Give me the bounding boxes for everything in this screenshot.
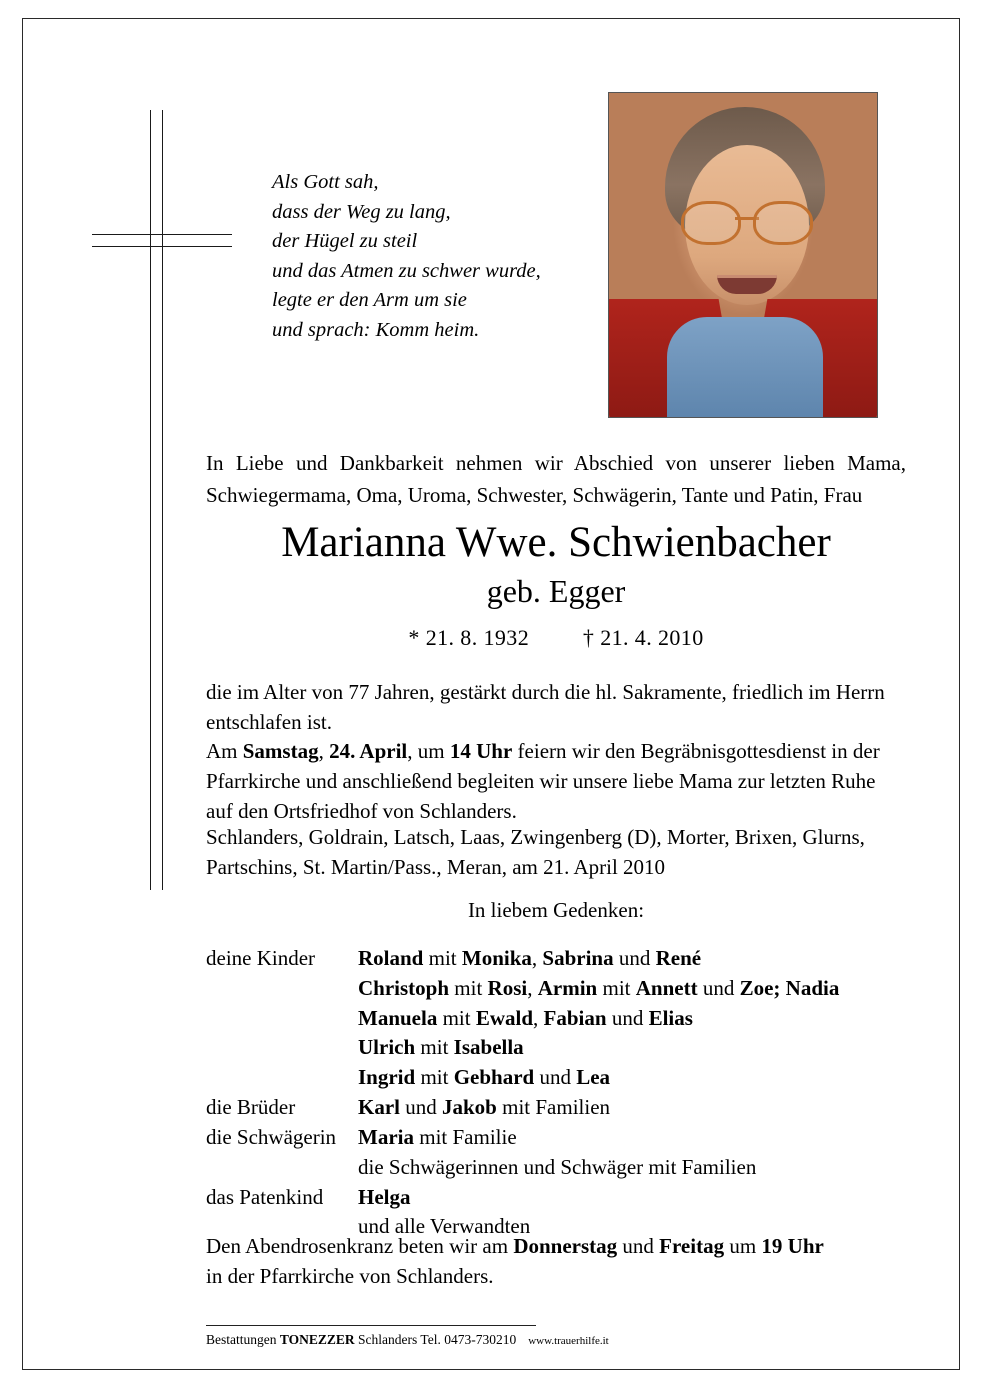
funeral-time: 14 Uhr <box>449 739 513 763</box>
family-names: Ingrid mit Gebhard und Lea <box>358 1065 611 1090</box>
family-names: Manuela mit Ewald, Fabian und Elias <box>358 1005 693 1030</box>
funeral-day: Samstag <box>242 739 319 763</box>
poem-line: dass der Weg zu lang, <box>272 200 451 223</box>
footer-divider <box>206 1325 536 1326</box>
funeral-paragraph <box>206 737 906 826</box>
shirt-shape <box>667 317 823 417</box>
funeral-pre: Am <box>206 739 243 763</box>
rosary-sep: und <box>617 1234 660 1258</box>
family-names: Ulrich mit Isabella <box>358 1035 524 1060</box>
funeral-sep2: , um <box>407 739 450 763</box>
family-row <box>206 1153 946 1183</box>
family-row <box>206 944 946 974</box>
footer-contact: Schlanders Tel. 0473-730210 <box>354 1332 517 1347</box>
death-date: † 21. 4. 2010 <box>582 625 704 650</box>
footer-prefix: Bestattungen <box>206 1332 280 1347</box>
poem-line: und sprach: Komm heim. <box>272 318 480 341</box>
rosary-sep2: um <box>724 1234 762 1258</box>
funeral-post: feiern wir den Begräbnisgottesdienst in der Pfarrkirche und anschließend begleiten wir unsere liebe Mama zur letzten Ruhe auf den Ortsfriedhof von Schlanders. <box>206 739 880 823</box>
poem-line: der Hügel zu steil <box>272 230 418 253</box>
family-role-label: die Schwägerin <box>206 1124 337 1149</box>
family-names: Karl und Jakob mit Familien <box>358 1095 611 1120</box>
remembrance-heading: In liebem Gedenken: <box>467 898 645 922</box>
family-role-label: das Patenkind <box>206 1184 324 1209</box>
rosary-location: in der Pfarrkirche von Schlanders. <box>206 1263 494 1288</box>
rosary-time: 19 Uhr <box>761 1234 824 1258</box>
age-paragraph: die im Alter von 77 Jahren, gestärkt durch die hl. Sakramente, friedlich im Herrn entschlafen ist. <box>206 680 885 734</box>
family-row <box>206 1004 946 1034</box>
family-row <box>206 1063 946 1093</box>
family-row <box>206 1123 946 1153</box>
rosary-paragraph <box>206 1232 946 1292</box>
family-names: die Schwägerinnen und Schwäger mit Familien <box>358 1154 757 1179</box>
poem-line: und das Atmen zu schwer wurde, <box>272 259 541 282</box>
family-names: Maria mit Familie <box>358 1124 517 1149</box>
funeral-sep1: , <box>318 739 330 763</box>
family-names: Helga <box>358 1184 411 1209</box>
family-role-label: die Brüder <box>206 1095 296 1120</box>
poem-line: legte er den Arm um sie <box>272 289 467 312</box>
family-role-label: deine Kinder <box>206 946 316 970</box>
family-row <box>206 1183 946 1213</box>
deceased-maiden-name: geb. Egger <box>486 573 626 609</box>
family-row <box>206 1033 946 1063</box>
rosary-pre: Den Abendrosenkranz beten wir am <box>206 1234 514 1258</box>
intro-text: In Liebe und Dankbarkeit nehmen wir Abschied von unserer lieben Mama, Schwiegermama, Oma, Uroma, Schwester, Schwägerin, Tante und Patin, Frau <box>206 451 906 507</box>
family-names: Christoph mit Rosi, Armin mit Annett und Zoe; Nadia <box>358 975 840 1000</box>
footer-website[interactable]: www.trauerhilfe.it <box>528 1335 609 1347</box>
rosary-day2: Freitag <box>659 1234 725 1258</box>
glasses-shape <box>681 201 813 241</box>
footer-company: TONEZZER <box>279 1332 355 1347</box>
places-paragraph: Schlanders, Goldrain, Latsch, Laas, Zwingenberg (D), Morter, Brixen, Glurns, Partschins, St. Martin/Pass., Meran, am 21. April 2010 <box>206 825 865 879</box>
family-names: und alle Verwandten <box>358 1214 531 1239</box>
life-dates <box>206 625 906 651</box>
footer-imprint <box>206 1332 806 1348</box>
family-list <box>206 944 946 1242</box>
birth-date: * 21. 8. 1932 <box>408 625 530 650</box>
rosary-day1: Donnerstag <box>513 1234 618 1258</box>
portrait-photo <box>608 92 878 418</box>
mouth-shape <box>717 275 777 294</box>
deceased-name: Marianna Wwe. Schwienbacher <box>281 519 831 566</box>
poem-line: Als Gott sah, <box>272 171 379 193</box>
family-row <box>206 974 946 1004</box>
poem-block <box>272 168 602 345</box>
family-row <box>206 1093 946 1123</box>
funeral-date: 24. April <box>329 739 408 763</box>
family-names: Roland mit Monika, Sabrina und René <box>358 946 702 970</box>
